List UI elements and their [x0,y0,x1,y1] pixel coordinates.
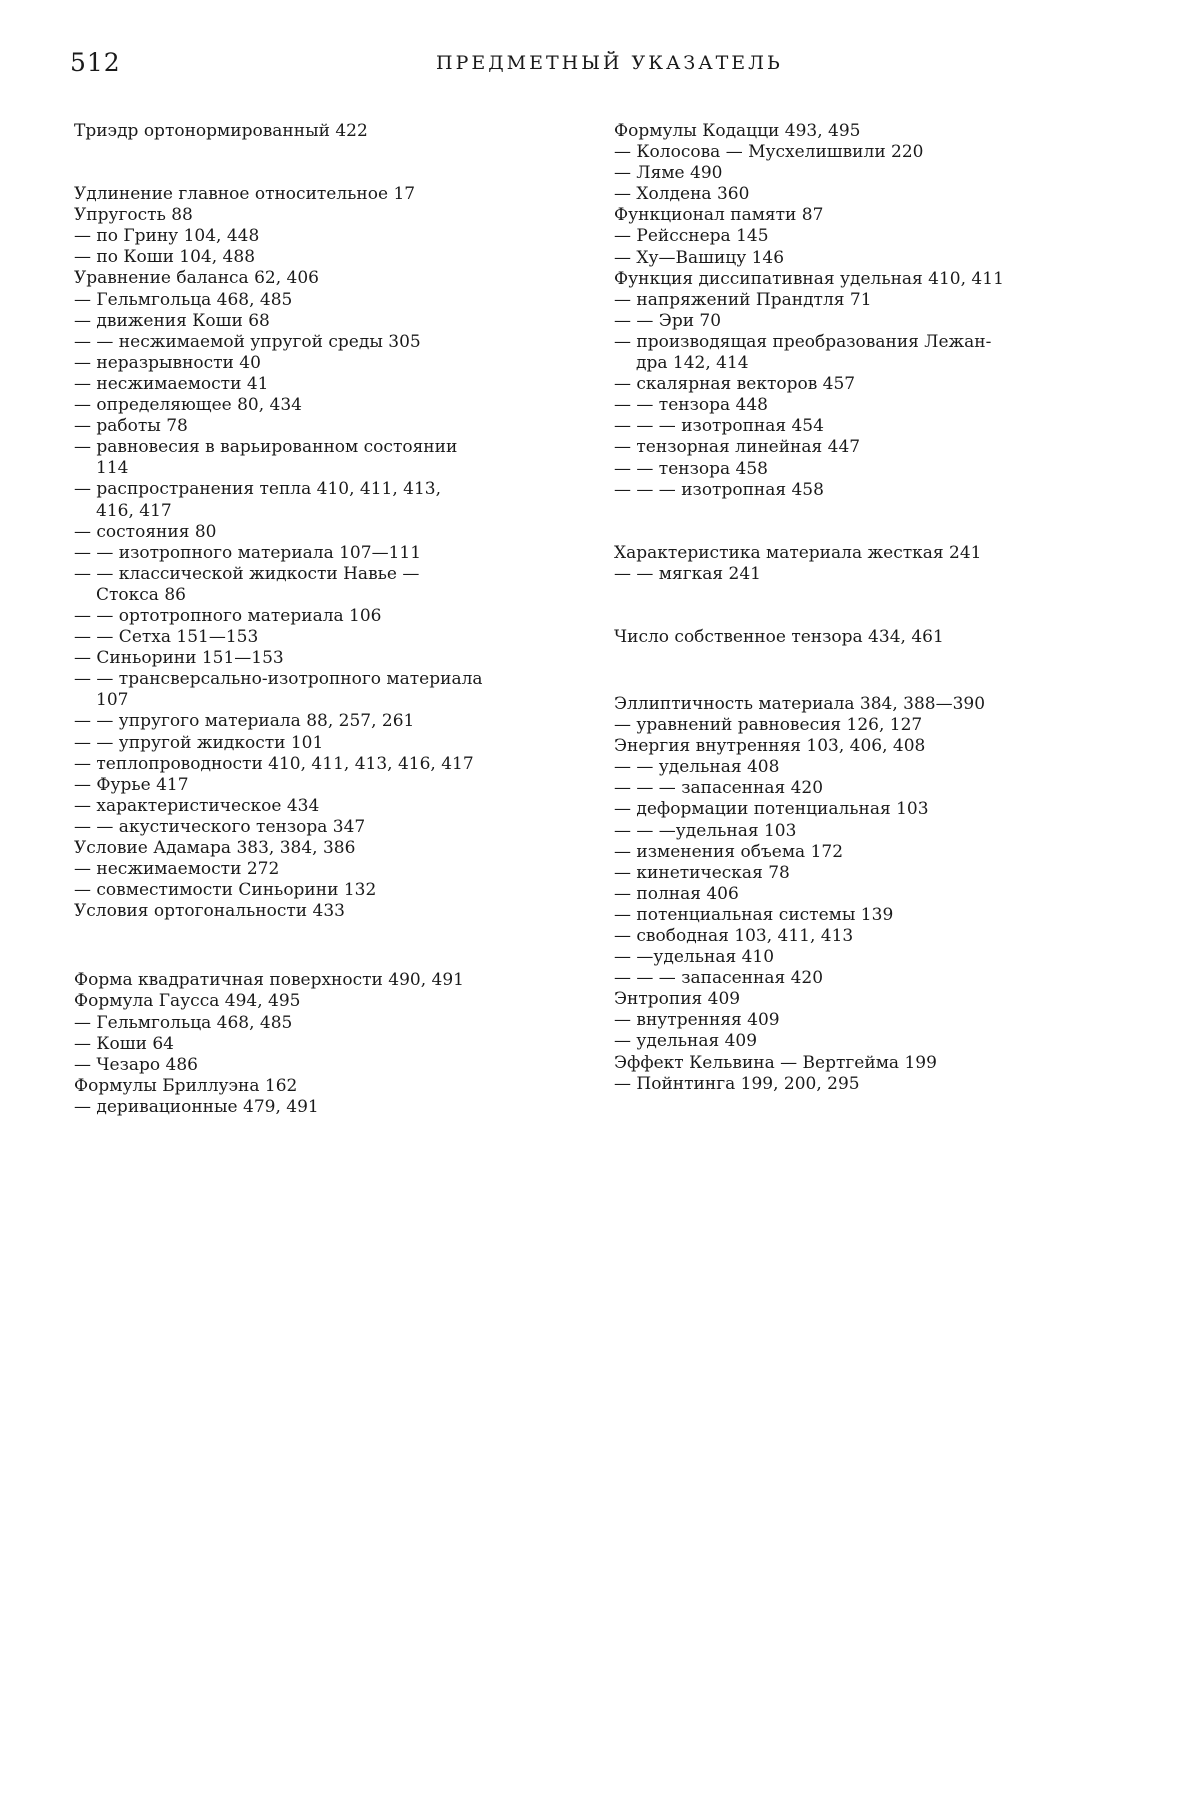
index-entry: — — — запасенная 420 [614,968,824,989]
index-entry: — — акустического тензора 347 [74,816,366,837]
index-entry: — —удельная 410 [614,947,775,968]
group-spacer [614,501,1132,543]
index-entry: дра 142, 414 [636,353,749,374]
index-entry: — неразрывности 40 [74,352,261,373]
group-spacer [74,142,576,184]
index-entry: — Ху—Вашицу 146 [614,247,785,268]
index-group [614,627,1132,648]
running-head: ПРЕДМЕТНЫЙ УКАЗАТЕЛЬ [436,52,783,74]
index-entry: — — — изотропная 454 [614,416,824,437]
index-entry: Триэдр ортонормированный 422 [74,121,368,141]
index-entry: — по Грину 104, 448 [74,226,260,247]
index-entry: — потенциальная системы 139 [614,904,894,925]
index-entry: — уравнений равновесия 126, 127 [614,715,923,736]
index-entry: — Гельмгольца 468, 485 [74,1012,293,1033]
index-entry: — распространения тепла 410, 411, 413, [74,479,442,500]
index-entry: — — тензора 458 [614,458,768,479]
index-entry: — характеристическое 434 [74,795,320,816]
index-entry: Удлинение главное относительное 17 [74,184,416,205]
index-entry: — изменения объема 172 [614,841,844,862]
index-entry: — — изотропного материала 107—111 [74,542,422,563]
index-entry: — работы 78 [74,416,188,437]
index-entry: Стокса 86 [96,584,186,605]
index-entry: Формулы Кодацци 493, 495 [614,121,861,141]
index-entry: — — классической жидкости Навье — [74,563,420,584]
index-entry: — определяющее 80, 434 [74,395,302,416]
index-column-left [74,121,576,1118]
index-entry: Энергия внутренняя 103, 406, 408 [614,736,926,757]
index-entry: — несжимаемости 41 [74,373,269,394]
index-entry: — Коши 64 [74,1033,174,1054]
page-number: 512 [70,48,121,77]
index-entry: — деривационные 479, 491 [74,1096,319,1117]
index-entry: Упругость 88 [74,205,193,226]
index-entry: — Фурье 417 [74,774,189,795]
index-group [614,694,1132,1095]
index-entry: — полная 406 [614,883,739,904]
index-entry: — совместимости Синьорини 132 [74,880,377,901]
index-entry: — скалярная векторов 457 [614,374,856,395]
index-entry: — внутренняя 409 [614,1010,780,1031]
index-group [74,970,576,1118]
index-column-right [614,121,1132,1095]
index-entry: — — — запасенная 420 [614,778,824,799]
index-group [74,184,576,922]
index-entry: Характеристика материала жесткая 241 [614,542,982,563]
index-entry: Формула Гаусса 494, 495 [74,991,301,1012]
group-spacer [614,648,1132,694]
index-entry: Уравнение баланса 62, 406 [74,268,319,289]
index-entry: — Синьорини 151—153 [74,648,284,669]
index-entry: Формулы Бриллуэна 162 [74,1075,298,1096]
index-group [614,121,1132,501]
index-entry: — — тензора 448 [614,395,768,416]
index-entry: Эллиптичность материала 384, 388—390 [614,693,986,714]
index-group [74,121,576,142]
index-entry: — теплопроводности 410, 411, 413, 416, 417 [74,753,474,774]
index-entry: 114 [96,458,129,479]
index-entry: Функционал памяти 87 [614,205,824,226]
group-spacer [74,922,576,970]
index-entry: — — упругого материала 88, 257, 261 [74,711,415,732]
index-entry: — свободная 103, 411, 413 [614,926,854,946]
index-entry: — — Сетха 151—153 [74,627,259,648]
index-entry: — — мягкая 241 [614,563,761,584]
index-entry: — — упругой жидкости 101 [74,732,324,753]
index-entry: — — удельная 408 [614,757,780,778]
index-entry: — равновесия в варьированном состоянии [74,437,458,458]
index-entry: — — несжимаемой упругой среды 305 [74,331,421,352]
index-entry: — — трансверсально-изотропного материала [74,669,483,690]
index-entry: Энтропия 409 [614,989,741,1010]
index-entry: 416, 417 [96,500,172,521]
index-entry: — Рейсснера 145 [614,226,769,247]
index-entry: 107 [96,690,129,711]
index-entry: — по Коши 104, 488 [74,247,256,268]
index-entry: Функция диссипативная удельная 410, 411 [614,268,1004,289]
index-entry: — Холдена 360 [614,184,750,205]
index-entry: — состояния 80 [74,521,217,542]
index-entry: Условие Адамара 383, 384, 386 [74,838,356,858]
index-entry: — — —удельная 103 [614,820,797,841]
index-entry: Условия ортогональности 433 [74,901,345,922]
index-entry: — кинетическая 78 [614,862,790,883]
index-entry: — деформации потенциальная 103 [614,799,929,820]
index-entry: — движения Коши 68 [74,310,270,331]
index-entry: — несжимаемости 272 [74,859,280,880]
index-entry: — Чезаро 486 [74,1054,198,1075]
index-entry: — Гельмгольца 468, 485 [74,289,293,310]
index-group [614,543,1132,585]
index-entry: Форма квадратичная поверхности 490, 491 [74,970,464,991]
group-spacer [614,585,1132,627]
index-entry: — напряжений Прандтля 71 [614,289,872,310]
index-entry: — Пойнтинга 199, 200, 295 [614,1073,860,1094]
index-entry: — — Эри 70 [614,310,722,331]
index-entry: — — ортотропного материала 106 [74,605,382,626]
index-entry: — Колосова — Мусхелишвили 220 [614,142,924,163]
index-entry: — Ляме 490 [614,163,723,184]
index-entry: — производящая преобразования Лежан- [614,331,992,352]
index-entry: — удельная 409 [614,1031,758,1052]
index-entry: Число собственное тензора 434, 461 [614,626,944,647]
index-entry: — — — изотропная 458 [614,479,824,500]
index-entry: — тензорная линейная 447 [614,437,861,458]
index-entry: Эффект Кельвина — Вертгейма 199 [614,1052,937,1073]
